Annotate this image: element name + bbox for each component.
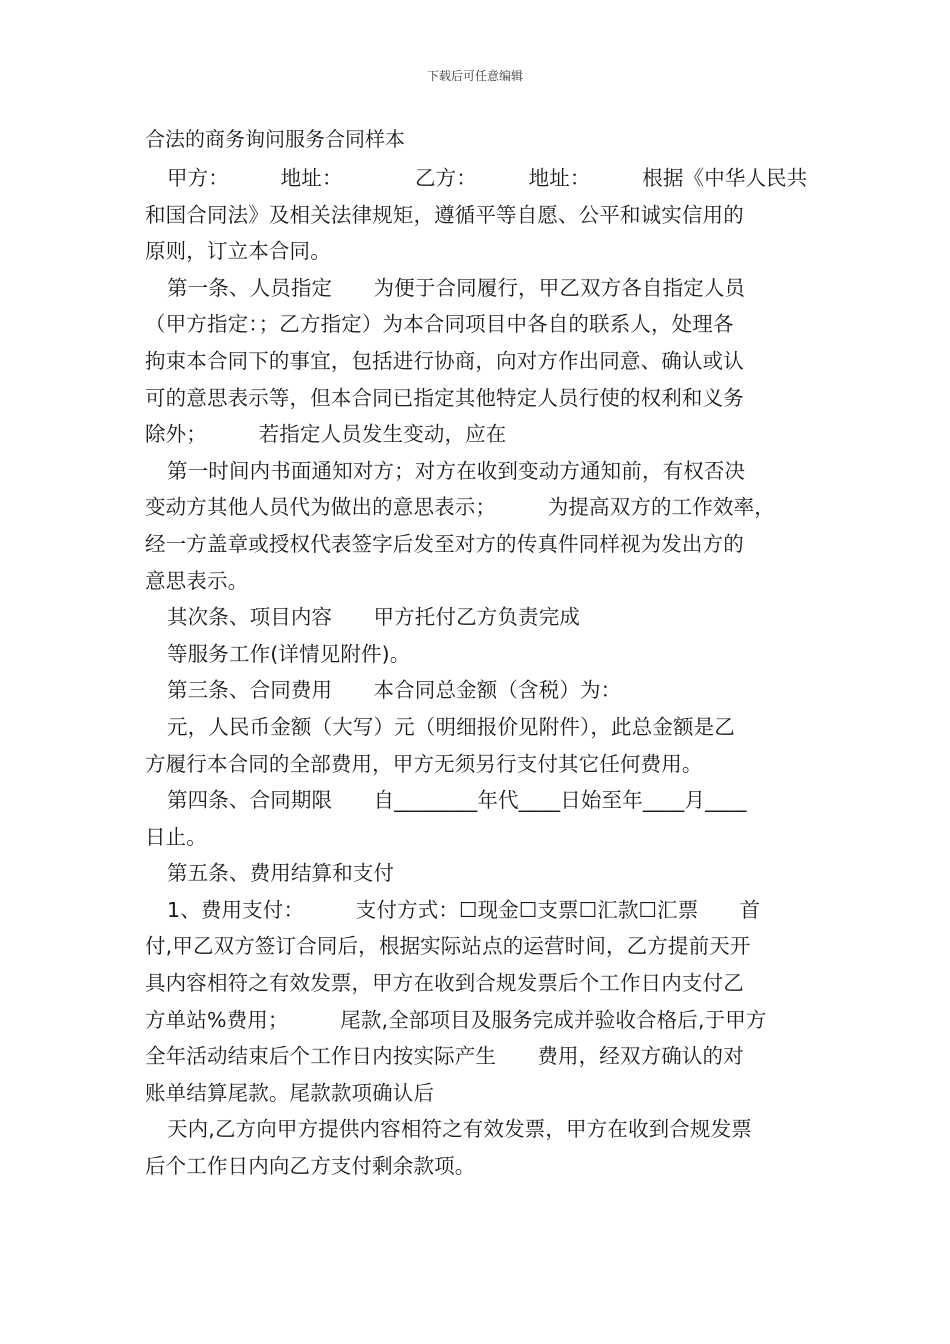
text-line: 变动方其他人员代为做出的意思表示； 为提高双方的工作效率， — [145, 495, 775, 520]
text-line: 第三条、合同费用 本合同总金额（含税）为： — [167, 678, 622, 703]
text-line: 原则，订立本合同。 — [145, 239, 331, 264]
text-line: 方单站%费用； 尾款,全部项目及服务完成并验收合格后,于甲方 — [145, 1007, 767, 1032]
text-line: 后个工作日内向乙方支付剩余款项。 — [145, 1154, 476, 1179]
text-line: 等服务工作(详情见附件)。 — [167, 641, 411, 666]
document-title: 合法的商务询问服务合同样本 — [145, 127, 405, 151]
text-line: 1、费用支付： 支付方式：☐现金☐支票☐汇款☐汇票 首 — [167, 897, 761, 922]
text-line: 和国合同法》及相关法律规矩，遵循平等自愿、公平和诚实信用的 — [145, 202, 744, 227]
page-header-note: 下载后可任意编辑 — [426, 69, 523, 83]
document-paragraphs — [145, 160, 825, 1185]
text-line: 其次条、项目内容 甲方托付乙方负责完成 — [167, 605, 580, 630]
text-line: 全年活动结束后个工作日内按实际产生 费用，经双方确认的对 — [145, 1044, 744, 1069]
text-line: 除外； 若指定人员发生变动，应在 — [145, 422, 507, 447]
text-line: 第五条、费用结算和支付 — [167, 861, 395, 886]
text-line: 方履行本合同的全部费用，甲方无须另行支付其它任何费用。 — [145, 751, 703, 776]
document-body — [145, 128, 825, 1185]
text-line: 天内,乙方向甲方提供内容相符之有效发票，甲方在收到合规发票 — [167, 1117, 752, 1142]
text-line: 付,甲乙双方签订合同后，根据实际站点的运营时间，乙方提前天开 — [145, 934, 751, 959]
text-line: 经一方盖章或授权代表签字后发至对方的传真件同样视为发出方的 — [145, 531, 744, 556]
text-line: 具内容相符之有效发票，甲方在收到合规发票后个工作日内支付乙 — [145, 971, 744, 996]
text-line: （甲方指定：；乙方指定）为本合同项目中各自的联系人，处理各 — [145, 312, 734, 337]
text-line: 第一条、人员指定 为便于合同履行，甲乙双方各自指定人员 — [167, 275, 746, 300]
text-line: 甲方： 地址： 乙方： 地址： 根据《中华人民共 — [167, 166, 808, 190]
text-line: 元，人民币金额（大写）元（明细报价见附件），此总金额是乙 — [167, 714, 735, 739]
text-line: 拘束本合同下的事宜，包括进行协商，向对方作出同意、确认或认 — [145, 348, 744, 373]
text-line: 第四条、合同期限 自________年代____日始至年____月____ — [167, 788, 747, 813]
text-line: 日止。 — [145, 824, 207, 849]
text-line: 可的意思表示等，但本合同已指定其他特定人员行使的权利和义务 — [145, 385, 744, 410]
text-line: 第一时间内书面通知对方；对方在收到变动方通知前，有权否决 — [167, 458, 746, 483]
text-line: 意思表示。 — [145, 568, 249, 593]
text-line: 账单结算尾款。尾款款项确认后 — [145, 1080, 435, 1105]
